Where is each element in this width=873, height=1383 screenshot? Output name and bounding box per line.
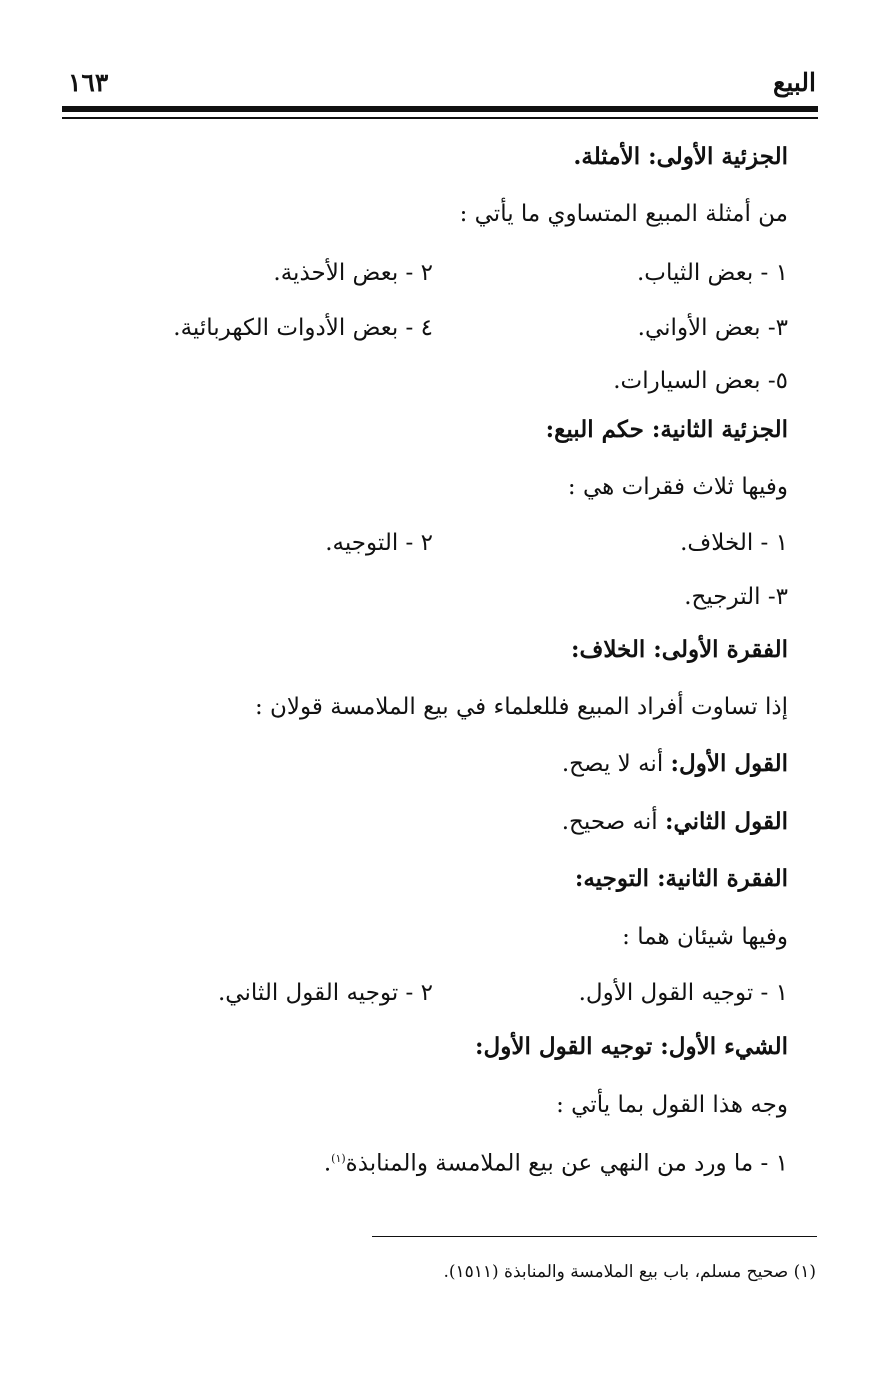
- subsection-heading-first-thing: الشيء الأول: توجيه القول الأول:: [475, 1033, 788, 1060]
- list-item: ١ - بعض الثياب.: [637, 260, 788, 286]
- paragraph-line: وجه هذا القول بما يأتي :: [556, 1092, 788, 1118]
- opinion-line: [562, 805, 788, 839]
- list-item: ٥- بعض السيارات.: [613, 368, 788, 394]
- list-item-text: ١ - ما ورد من النهي عن بيع الملامسة والمنابذة: [345, 1150, 788, 1177]
- list-item: ١ - توجيه القول الأول.: [578, 980, 788, 1006]
- list-item: ٢ - توجيه القول الثاني.: [217, 980, 433, 1006]
- paragraph-line: إذا تساوت أفراد المبيع فللعلماء في بيع الملامسة قولان :: [254, 694, 788, 720]
- list-item: [324, 1142, 788, 1181]
- opinion-text: أنه لا يصح.: [561, 751, 671, 777]
- page-header: [60, 68, 816, 98]
- footnote-separator: [372, 1236, 817, 1237]
- opinion-text: أنه صحيح.: [561, 809, 665, 835]
- running-title: البيع: [773, 68, 816, 97]
- list-item-end: .: [323, 1150, 332, 1177]
- footnote-reference[interactable]: (١): [331, 1152, 346, 1165]
- opinion-label: القول الثاني:: [664, 808, 788, 835]
- paragraph-line: وفيها شيئان هما :: [622, 924, 788, 950]
- section-heading-examples: الجزئية الأولى: الأمثلة.: [573, 143, 788, 170]
- paragraph-line: من أمثلة المبيع المتساوي ما يأتي :: [459, 201, 788, 227]
- subsection-heading-dispute: الفقرة الأولى: الخلاف:: [570, 636, 788, 663]
- footnote: (١) صحيح مسلم، باب بيع الملامسة والمنابذة (١٥١١).: [443, 1262, 816, 1282]
- list-item: ١ - الخلاف.: [680, 530, 788, 556]
- opinion-label: القول الأول:: [670, 750, 788, 777]
- subsection-heading-justification: الفقرة الثانية: التوجيه:: [574, 865, 788, 892]
- opinion-line: [562, 747, 788, 781]
- section-heading-ruling: الجزئية الثانية: حكم البيع:: [545, 416, 788, 443]
- header-rule-thin: [62, 117, 818, 119]
- page-number: ١٦٣: [68, 68, 109, 97]
- list-item: ٤ - بعض الأدوات الكهربائية.: [173, 315, 433, 341]
- list-item: ٢ - التوجيه.: [325, 530, 433, 556]
- list-item: ٢ - بعض الأحذية.: [273, 260, 433, 286]
- paragraph-line: وفيها ثلاث فقرات هي :: [567, 474, 788, 500]
- list-item: ٣- بعض الأواني.: [637, 315, 788, 341]
- header-rule-thick: [62, 106, 818, 112]
- list-item: ٣- الترجيح.: [684, 584, 788, 610]
